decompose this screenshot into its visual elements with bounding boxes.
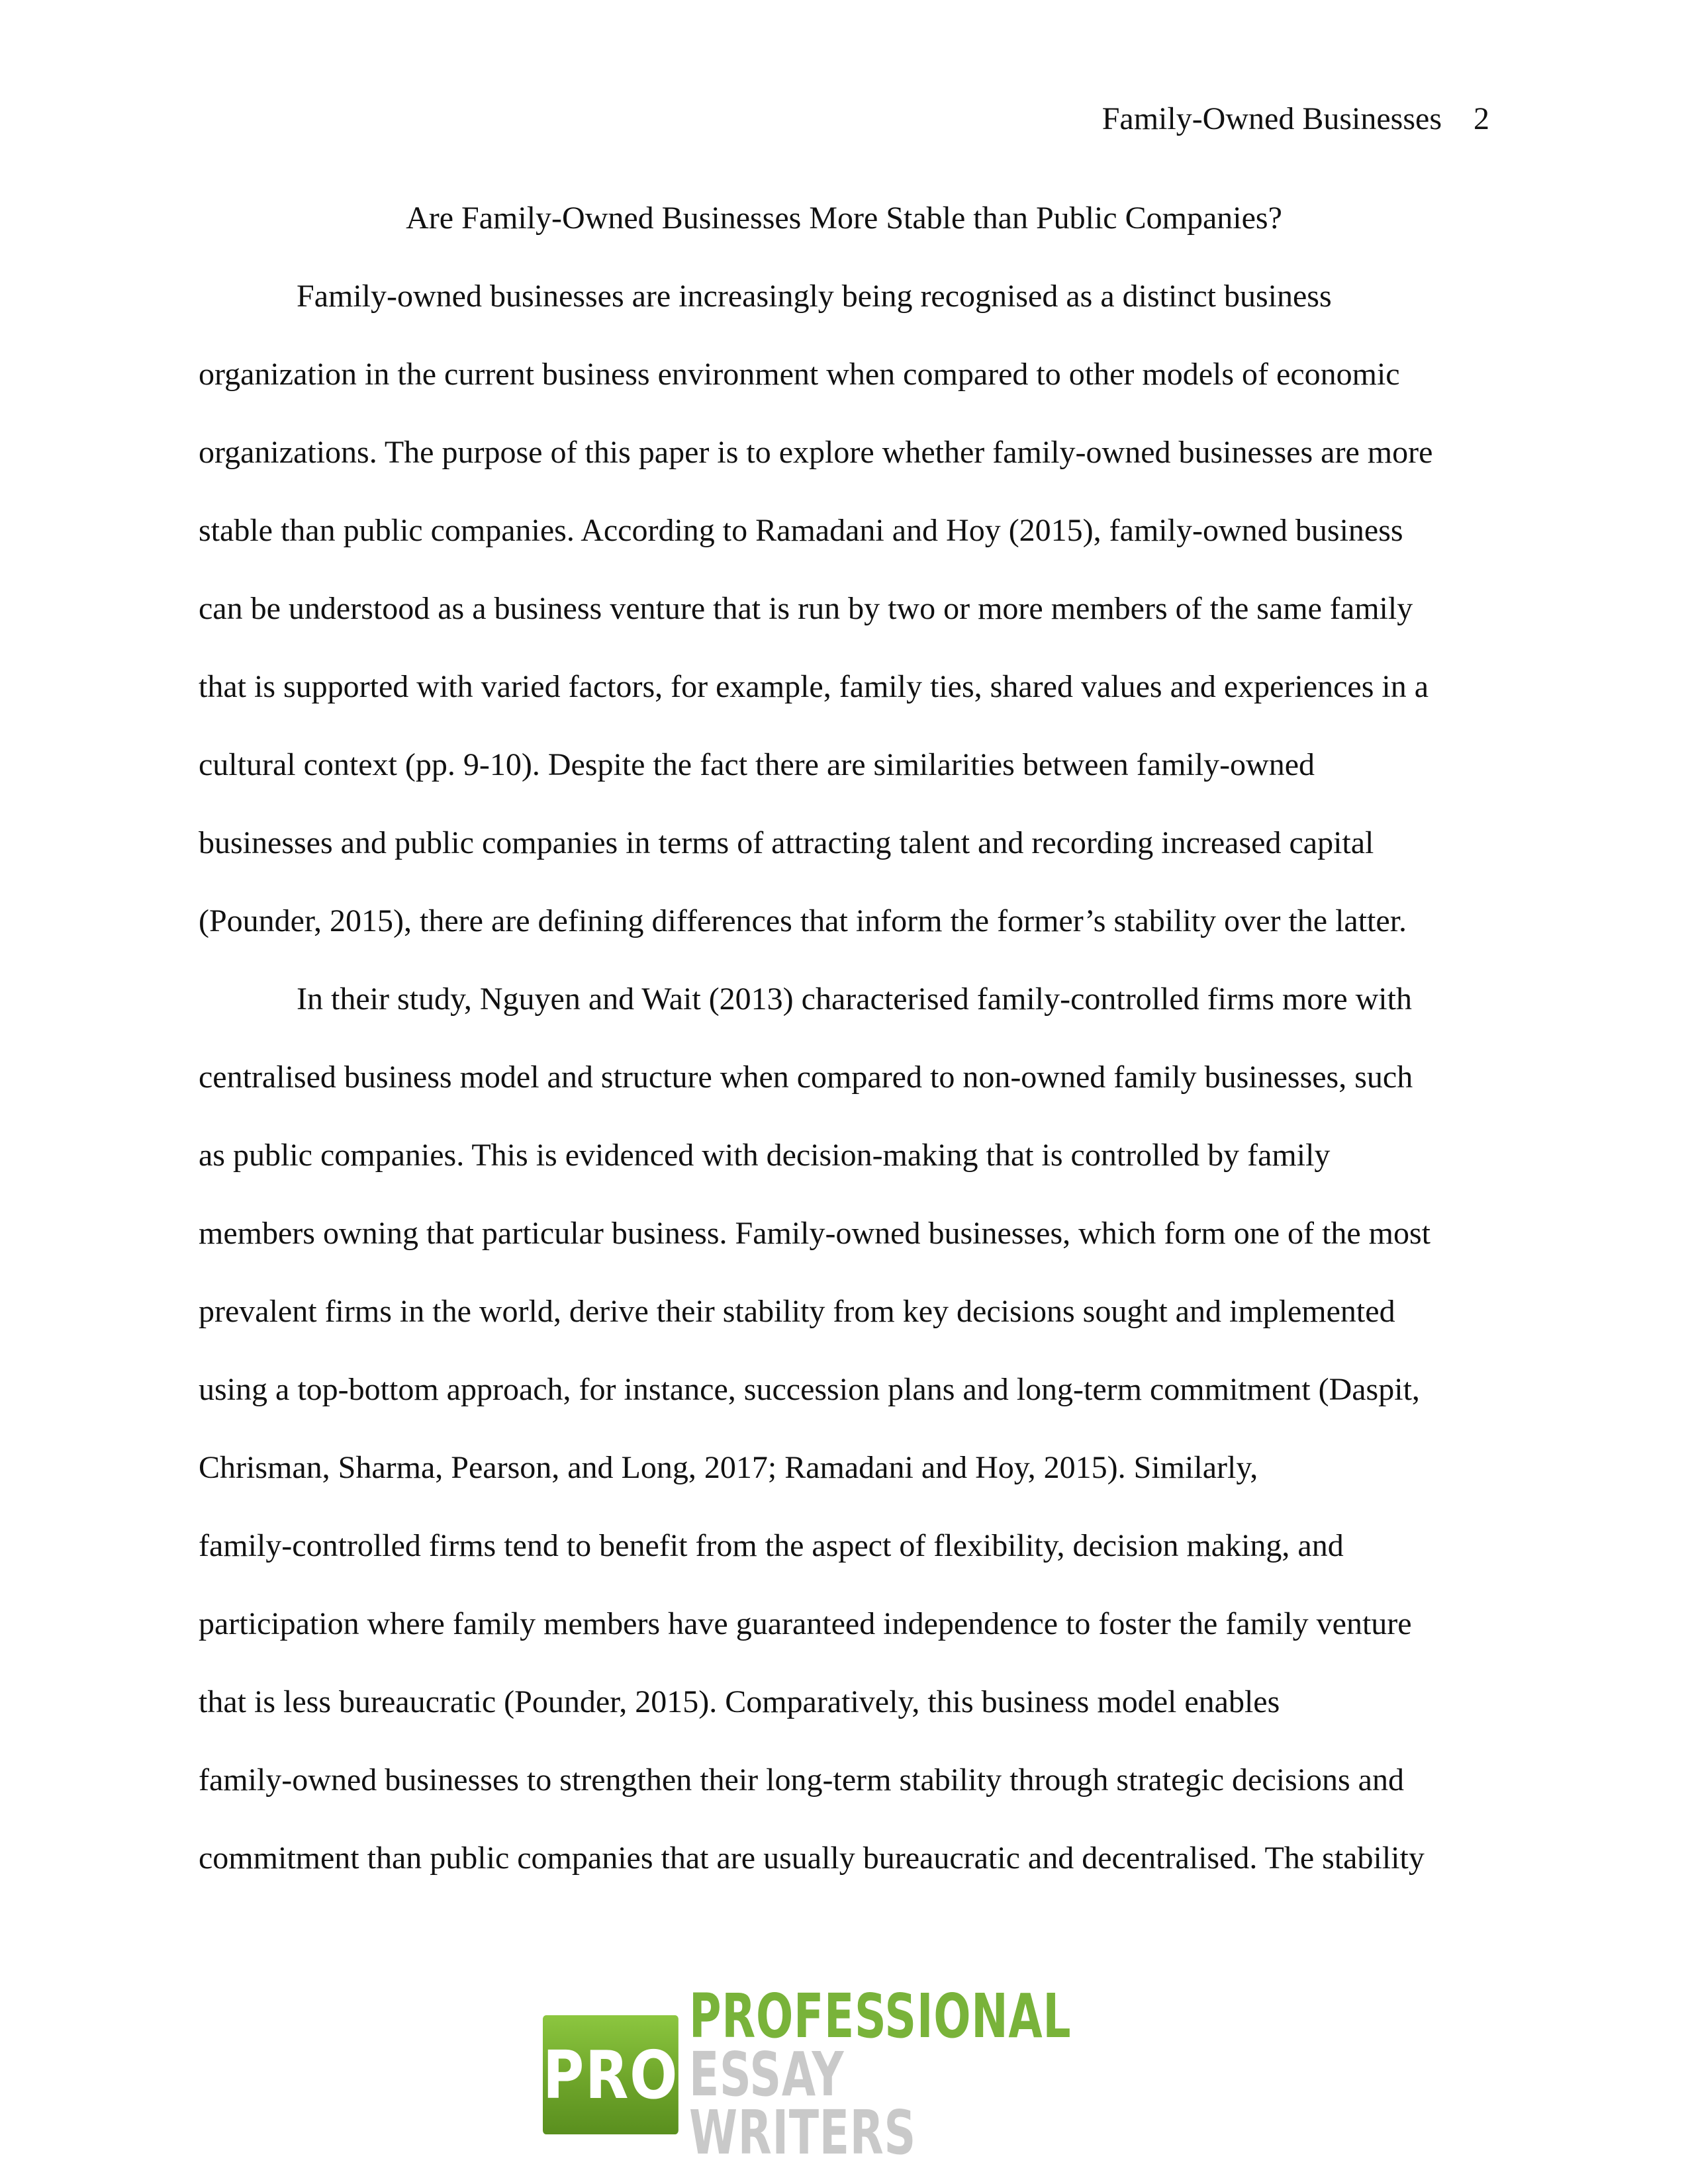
paragraph-2-line-9: participation where family members have guaranteed independence to foster the family venture (199, 1606, 1412, 1641)
logo-pro-badge: PRO (543, 2015, 679, 2134)
paragraph-2-line-5: prevalent firms in the world, derive their stability from key decisions sought and implemented (199, 1294, 1395, 1329)
paragraph-2-line-2: centralised business model and structure when compared to non-owned family businesses, such (199, 1060, 1413, 1095)
paragraph-2-line-12: commitment than public companies that are usually bureaucratic and decentralised. The stability (199, 1841, 1425, 1876)
paragraph-1-line-3: organizations. The purpose of this paper is to explore whether family-owned businesses are more (199, 435, 1433, 470)
paragraph-1-line-9: (Pounder, 2015), there are defining differences that inform the former’s stability over the latter. (199, 903, 1407, 938)
document-body (199, 277, 1489, 1917)
logo-wordmark (689, 1981, 1072, 2168)
paragraph-1-line-5: can be understood as a business venture that is run by two or more members of the same family (199, 591, 1413, 626)
paragraph-1-line-6: that is supported with varied factors, for example, family ties, shared values and experiences in a (199, 669, 1429, 704)
paragraph-2-line-8: family-controlled firms tend to benefit from the aspect of flexibility, decision making, and (199, 1528, 1344, 1563)
document-title: Are Family-Owned Businesses More Stable than Public Companies? (406, 201, 1282, 236)
running-head (1102, 99, 1489, 139)
paragraph-1-line-2: organization in the current business environment when compared to other models of economic (199, 357, 1400, 392)
paragraph-1-line-1: Family-owned businesses are increasingly being recognised as a distinct business (297, 279, 1332, 314)
paragraph-2-line-3: as public companies. This is evidenced with decision-making that is controlled by family (199, 1138, 1331, 1173)
logo-line-essay-writers: ESSAY WRITERS (689, 2039, 917, 2168)
paragraph-2-line-4: members owning that particular business. Family-owned businesses, which form one of the most (199, 1216, 1431, 1251)
paragraph-2-line-7: Chrisman, Sharma, Pearson, and Long, 2017; Ramadani and Hoy, 2015). Similarly, (199, 1450, 1258, 1485)
paragraph-1-line-4: stable than public companies. According to Ramadani and Hoy (2015), family-owned business (199, 513, 1403, 548)
paragraph-2-line-6: using a top-bottom approach, for instance, succession plans and long-term commitment (Daspit, (199, 1372, 1420, 1407)
paragraph-1-line-7: cultural context (pp. 9-10). Despite the fact there are similarities between family-owned (199, 747, 1315, 782)
running-head-title: Family-Owned Businesses (1102, 101, 1442, 136)
paragraph-1-line-8: businesses and public companies in terms of attracting talent and recording increased capital (199, 825, 1374, 860)
paragraph-2-line-1: In their study, Nguyen and Wait (2013) characterised family-controlled firms more with (297, 981, 1412, 1017)
paragraph-2-line-11: family-owned businesses to strengthen their long-term stability through strategic decisions and (199, 1762, 1404, 1797)
paragraph-2-line-10: that is less bureaucratic (Pounder, 2015). Comparatively, this business model enables (199, 1684, 1280, 1719)
logo-line-professional: PROFESSIONAL (689, 1981, 1072, 2052)
page-number: 2 (1474, 101, 1489, 136)
professional-essay-writers-logo (543, 1981, 1145, 2168)
